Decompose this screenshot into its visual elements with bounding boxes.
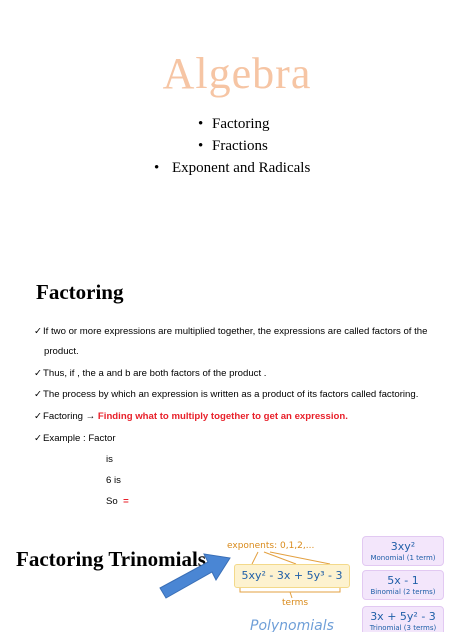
- list-item: ✓If two or more expressions are multiplied together, the expressions are called factors of the: [34, 326, 428, 337]
- equals-sign: =: [123, 496, 129, 507]
- list-item: ✓Thus, if , the a and b are both factors of the product .: [34, 368, 267, 379]
- slide-title: Algebra: [162, 49, 312, 98]
- polynomial-expression: 5xy² - 3x + 5y³ - 3: [234, 564, 350, 588]
- slide-factoring: [0, 262, 474, 522]
- checkmark-icon: ✓: [34, 326, 43, 337]
- exponent-pointer-line: [252, 552, 258, 564]
- so-line: So =: [106, 496, 129, 507]
- bullet-label: Exponent and Radicals: [172, 160, 311, 176]
- emphasis-text: Finding what to multiply together to get an expression.: [97, 411, 348, 422]
- is-label: is: [106, 454, 113, 465]
- terms-label: terms: [282, 598, 309, 608]
- slide-factoring-trinomials: [0, 530, 474, 632]
- trinomial-card: 3x + 5y² - 3 Trinomial (3 terms): [362, 606, 444, 632]
- bullet-label: Factoring: [212, 116, 270, 132]
- terms-brace: [240, 588, 340, 592]
- pointer-arrow-icon: [160, 554, 230, 598]
- slide-heading: Factoring: [36, 280, 124, 304]
- list-item: ✓Example : Factor: [34, 433, 116, 444]
- list-item-continuation: product.: [44, 346, 79, 357]
- checkmark-icon: ✓: [34, 389, 43, 400]
- checkmark-icon: ✓: [34, 433, 43, 444]
- exponents-label: exponents: 0,1,2,...: [227, 541, 315, 551]
- bullet-label: Fractions: [212, 138, 268, 154]
- polynomials-label: Polynomials: [250, 618, 334, 632]
- slide-algebra: [0, 0, 474, 210]
- bullet-item: • Exponent and Radicals: [154, 160, 311, 176]
- checkmark-icon: ✓: [34, 411, 43, 422]
- checkmark-icon: ✓: [34, 368, 43, 379]
- bullet-item: • Fractions: [198, 138, 268, 154]
- binomial-card: 5x - 1 Binomial (2 terms): [362, 570, 444, 600]
- slide-heading: Factoring Trinomials: [16, 547, 206, 571]
- monomial-card: 3xy² Monomial (1 term): [362, 536, 444, 566]
- list-item: ✓Factoring → Finding what to multiply together to get an expression.: [34, 411, 348, 422]
- six-is-label: 6 is: [106, 475, 121, 486]
- bullet-item: • Factoring: [198, 116, 270, 132]
- list-item: ✓The process by which an expression is written as a product of its factors called factoring.: [34, 389, 419, 400]
